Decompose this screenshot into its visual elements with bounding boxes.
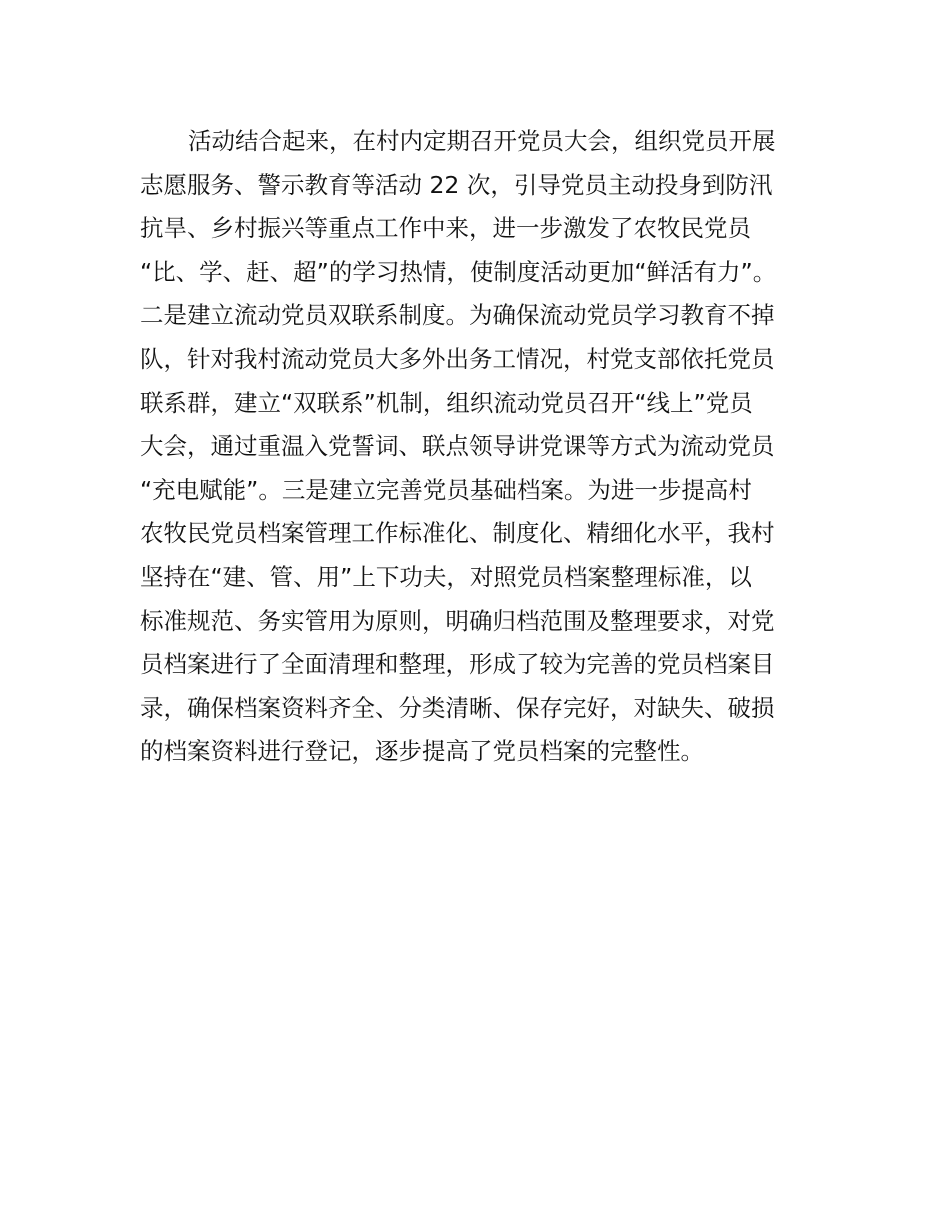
paragraph-line: 队，针对我村流动党员大多外出务工情况，村党支部依托党员	[140, 344, 775, 373]
paragraph-line: 活动结合起来，在村内定期召开党员大会，组织党员开展	[188, 127, 776, 155]
paragraph-line: 二是建立流动党员双联系制度。为确保流动党员学习教育不掉	[140, 301, 775, 330]
paragraph-line: “充电赋能”。三是建立完善党员基础档案。为进一步提高村	[140, 475, 752, 504]
paragraph-line: 大会，通过重温入党誓词、联点领导讲党课等方式为流动党员	[140, 432, 775, 461]
paragraph-line: 的档案资料进行登记，逐步提高了党员档案的完整性。	[140, 737, 704, 766]
paragraph-line: 录，确保档案资料齐全、分类清晰、保存完好，对缺失、破损	[140, 693, 775, 722]
body-paragraph	[140, 120, 820, 774]
paragraph-line: 抗旱、乡村振兴等重点工作中来，进一步激发了农牧民党员	[140, 214, 751, 243]
paragraph-line: 标准规范、务实管用为原则，明确归档范围及整理要求，对党	[140, 606, 775, 635]
paragraph-line: “比、学、赶、超”的学习热情，使制度活动更加“鲜活有力”。	[140, 257, 777, 286]
paragraph-line: 员档案进行了全面清理和整理，形成了较为完善的党员档案目	[140, 650, 775, 679]
paragraph-line: 志愿服务、警示教育等活动 22 次，引导党员主动投身到防汛	[140, 170, 773, 199]
paragraph-line: 坚持在“建、管、用”上下功夫，对照党员档案整理标准，以	[140, 562, 752, 591]
paragraph-line: 农牧民党员档案管理工作标准化、制度化、精细化水平，我村	[140, 519, 775, 548]
paragraph-line: 联系群，建立“双联系”机制，组织流动党员召开“线上”党员	[140, 388, 753, 417]
